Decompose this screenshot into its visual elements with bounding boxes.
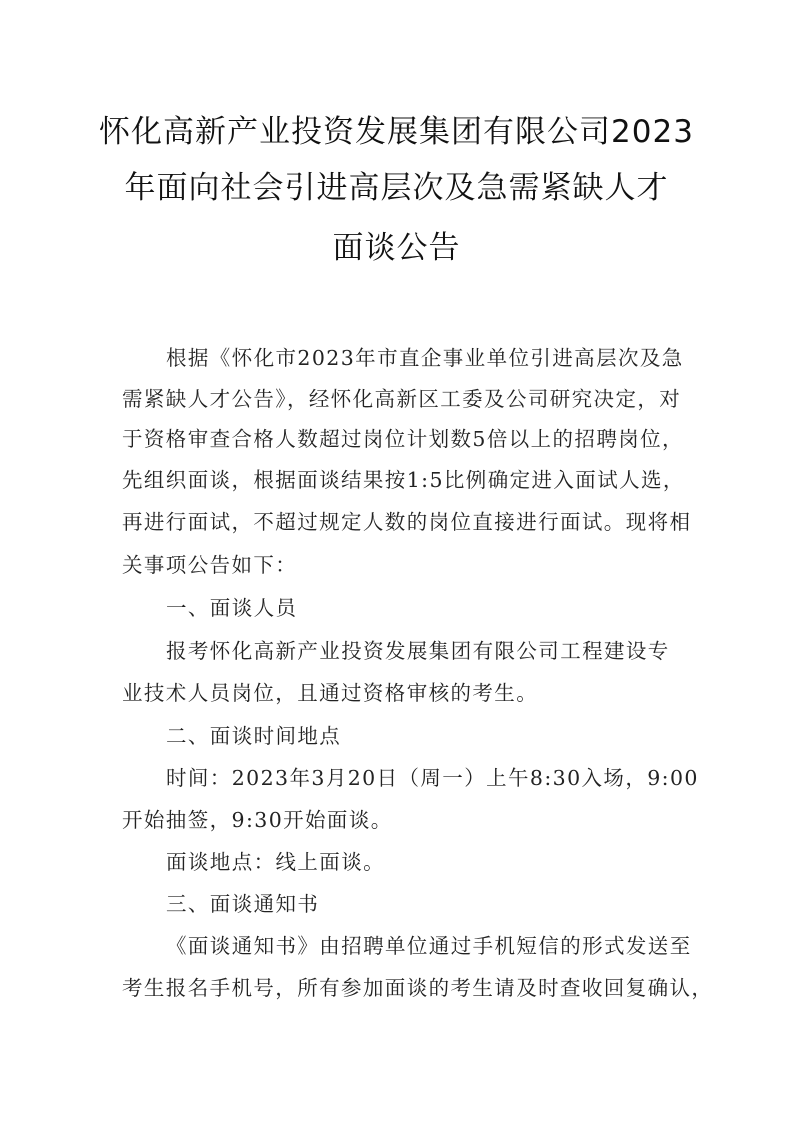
section-heading: 三、面谈通知书 [166,892,320,916]
section-text-line: 开始抽签，9:30开始面谈。 [122,808,393,832]
title-line-1: 怀化高新产业投资发展集团有限公司2023 [99,114,694,150]
paragraph-intro-line: 于资格审查合格人数超过岗位计划数5倍以上的招聘岗位， [122,427,684,451]
section-heading: 一、面谈人员 [166,596,298,620]
paragraph-intro-line: 再进行面试，不超过规定人数的岗位直接进行面试。现将相 [122,510,692,534]
paragraph-intro-line: 需紧缺人才公告》，经怀化高新区工委及公司研究决定，对 [122,387,682,411]
section-text-line: 报考怀化高新产业投资发展集团有限公司工程建设专 [166,639,670,663]
section-heading: 二、面谈时间地点 [166,724,342,748]
paragraph-intro-line: 先组织面谈，根据面谈结果按1:5比例确定进入面试人选， [122,468,685,492]
title-line-3: 面谈公告 [332,230,461,266]
section-text-line: 考生报名手机号，所有参加面谈的考生请及时查收回复确认， [122,976,714,1000]
section-text-line: 《面谈通知书》由招聘单位通过手机短信的形式发送至 [166,934,692,958]
section-text-line: 时间：2023年3月20日（周一）上午8:30入场，9:00 [166,766,699,790]
paragraph-intro-line: 关事项公告如下： [122,553,298,577]
section-text-line: 业技术人员岗位，且通过资格审核的考生。 [122,681,539,705]
paragraph-intro-line: 根据《怀化市2023年市直企事业单位引进高层次及急 [166,346,684,370]
section-text-line: 面谈地点：线上面谈。 [166,850,385,874]
title-line-2: 年面向社会引进高层次及急需紧缺人才 [124,170,669,206]
